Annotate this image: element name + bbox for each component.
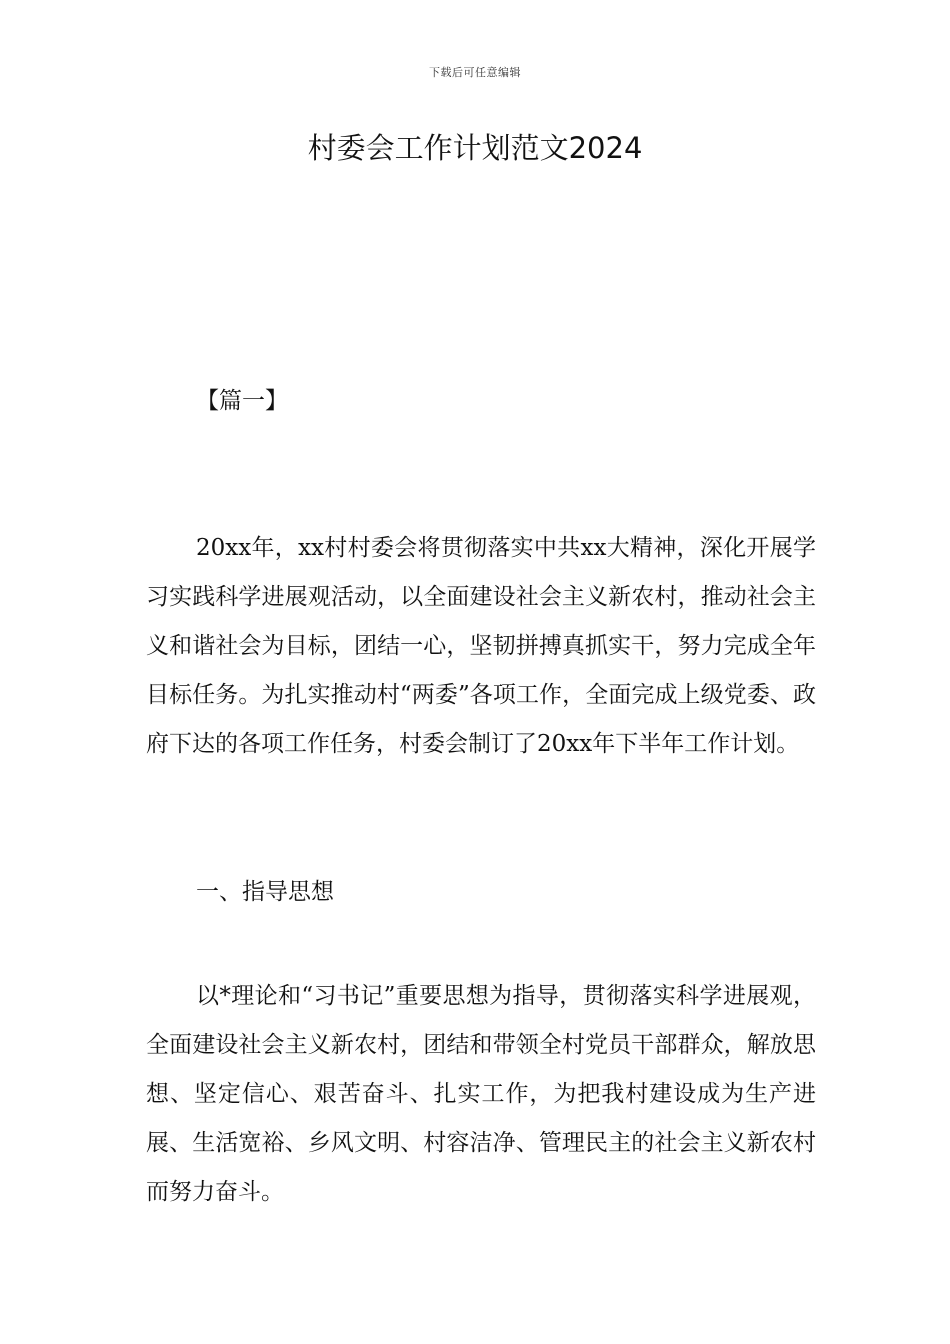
document-title: 村委会工作计划范文2024 <box>307 131 643 165</box>
section-tag: 【篇一】 <box>196 388 288 414</box>
guiding-ideology-paragraph: 以*理论和“习书记”重要思想为指导，贯彻落实科学进展观，全面建设社会主义新农村，团结和带领全村党员干部群众，解放思想、坚定信心、艰苦奋斗、扎实工作，为把我村建设成为生产进展、生活宽裕、乡风文明、村容洁净、管理民主的社会主义新农村而努力奋斗。 <box>146 983 816 1205</box>
section-heading-guiding-ideology: 一、指导思想 <box>196 879 334 905</box>
header-note: 下载后可任意编辑 <box>429 66 521 79</box>
intro-paragraph: 20xx年，xx村村委会将贯彻落实中共xx大精神，深化开展学习实践科学进展观活动，以全面建设社会主义新农村，推动社会主义和谐社会为目标，团结一心，坚韧拼搏真抓实干，努力完成全年目标任务。为扎实推动村“两委”各项工作，全面完成上级党委、政府下达的各项工作任务，村委会制订了20xx年下半年工作计划。 <box>146 535 816 757</box>
